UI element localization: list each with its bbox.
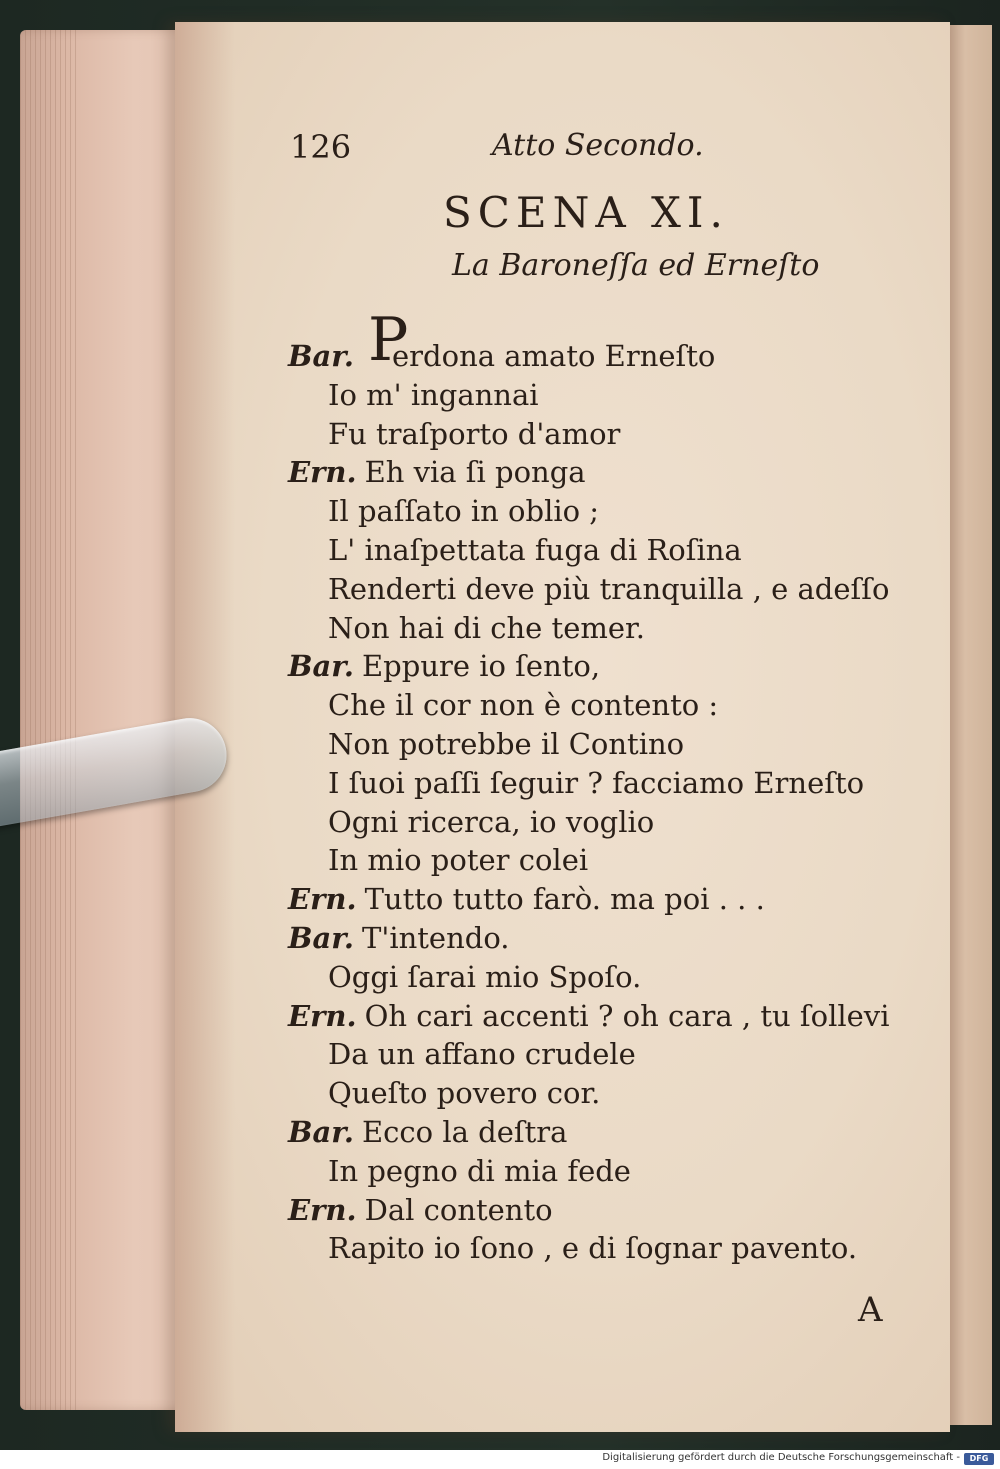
line-text: Oggi ſarai mio Spoſo. [328,959,642,994]
line-text: L' inaſpettata fuga di Roſina [328,533,742,567]
dialogue-line [288,882,765,917]
line-text: Non hai di che temer. [328,610,645,645]
speaker-label: Bar. [288,339,355,373]
footer-bar [0,1450,1000,1469]
dialogue-line [328,1231,858,1266]
line-text: erdona amato Erneſto [392,339,716,373]
dialogue-line [328,533,742,567]
line-text: Non potrebbe il Contino [328,727,685,761]
line-text: Io m' ingannai [328,377,539,412]
dialogue-line [288,921,510,955]
line-text: Oh cari accenti ? oh cara , tu ſollevi [364,998,890,1033]
dialogue-line [328,377,539,412]
line-text: Renderti deve più tranquilla , e adeſſo [328,571,890,606]
speaker-label: Bar. [288,921,355,955]
dialogue-line [328,1076,601,1111]
dfg-logo: DFG [964,1453,994,1465]
running-head: Atto Secondo. [492,128,704,163]
dialogue-line [328,494,600,529]
dialogue-line [328,765,865,800]
speaker-label: Ern. [288,998,357,1033]
speaker-label: Ern. [288,455,357,490]
dialogue-line [288,455,586,490]
footer-credit: Digitalisierung gefördert durch die Deutsche Forschungsgemeinschaft - [602,1452,960,1463]
dialogue-line [288,1115,568,1149]
dialogue-line [328,804,655,839]
line-text: T'intendo. [362,921,510,955]
line-text: In pegno di mia fede [328,1153,631,1188]
line-text: Il paſſato in oblio ; [328,494,600,529]
line-text: Rapito io ſono , e di ſognar pavento. [328,1231,858,1266]
line-text: Dal contento [364,1192,553,1227]
catchword: A [858,1290,883,1330]
page-stack-lines [20,30,80,1410]
speaker-label: Ern. [288,1192,357,1227]
dialogue-line [288,1192,553,1227]
line-text: Fu traſporto d'amor [328,416,621,451]
dialogue-line [328,843,589,878]
line-text: I ſuoi paſſi ſeguir ? facciamo Erneſto [328,765,865,800]
dialogue-line [328,416,621,451]
page-number: 126 [290,128,352,166]
speaker-label: Bar. [288,1115,355,1149]
dialogue-line [328,688,719,723]
line-text: Eppure io ſento, [362,649,601,684]
scene-title: SCENA XI. [443,188,729,237]
dialogue-line [328,1037,636,1072]
dialogue-line [328,727,685,761]
dialogue-line [328,1153,631,1188]
dialogue-line [328,571,890,606]
line-text: Tutto tutto farò. ma poi . . . [364,882,765,917]
facing-page-edge [945,25,992,1425]
line-text: In mio poter colei [328,843,589,878]
line-text: Eh via ſi ponga [364,455,586,490]
scene-characters: La Baroneſſa ed Erneſto [452,248,820,283]
speaker-label: Ern. [288,882,357,917]
dialogue-line [328,959,642,994]
line-text: Da un affano crudele [328,1037,636,1072]
drop-cap: P [368,305,409,375]
dialogue-line [328,610,645,645]
line-text: Ecco la deſtra [362,1115,568,1149]
dialogue-line [288,339,716,373]
dialogue-line [288,649,601,684]
dialogue-line [288,998,890,1033]
line-text: Queſto povero cor. [328,1076,601,1111]
line-text: Ogni ricerca, io voglio [328,804,655,839]
speaker-label: Bar. [288,649,355,684]
line-text: Che il cor non è contento : [328,688,719,723]
